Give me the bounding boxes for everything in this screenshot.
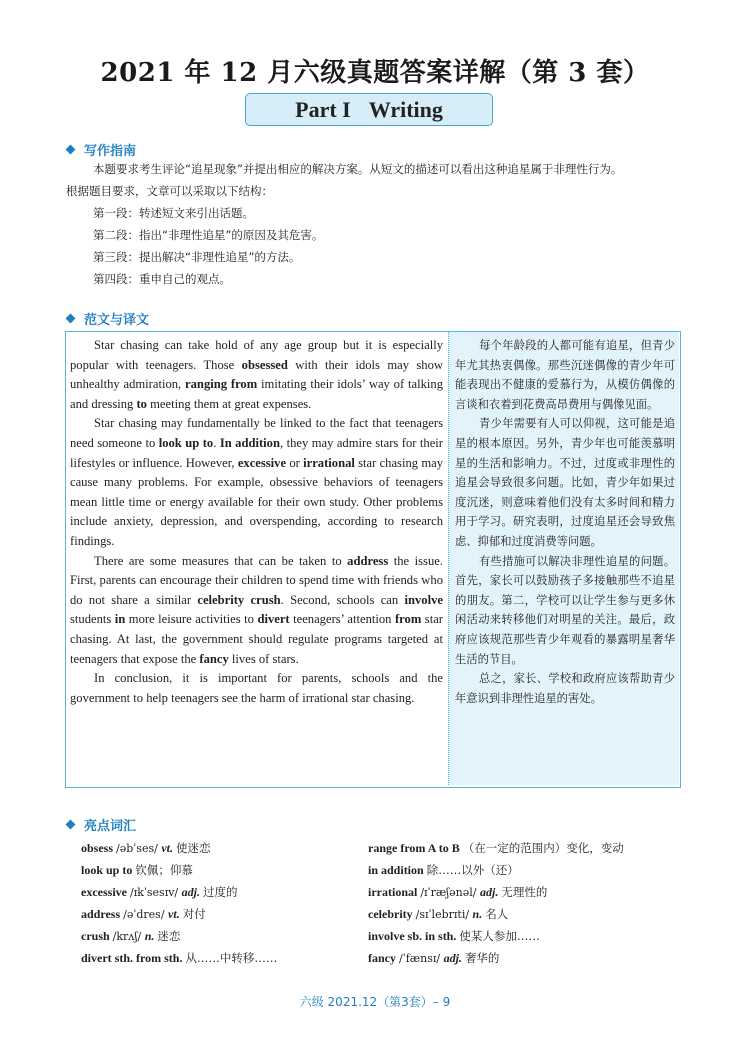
highlight-phrase: divert [257, 612, 290, 627]
essay-text: . [213, 435, 220, 450]
vocab-phon: /sɪˈlebrɪti/ [415, 908, 473, 921]
vocab-word: in addition [368, 863, 427, 877]
vocab-meaning: （在一定的范围内）变化，变动 [462, 841, 624, 855]
translation-paragraph: 每个年龄段的人都可能有追星，但青少年尤其热衷偶像。那些沉迷偶像的青少年可能表现出不健康的爱慕行为，从模仿偶像的言谈和衣着到花费高昂费用与偶像见面。 [455, 339, 675, 411]
vocab-meaning: 使某人参加…… [459, 929, 540, 943]
vocab-phon: /ˈfænsɪ/ [399, 952, 444, 965]
vocab-pos: adj. [181, 885, 203, 899]
vocab-item [81, 950, 277, 966]
highlight-phrase: In addition [219, 435, 280, 450]
vocab-item [81, 928, 180, 944]
highlight-phrase: excessive [237, 455, 287, 470]
part-name: Writing [368, 97, 443, 122]
essay-paragraph [70, 552, 443, 670]
essay-english [70, 336, 443, 708]
vocab-item [368, 862, 519, 878]
vocab-pos: n. [472, 907, 486, 921]
highlight-phrase: fancy [199, 651, 229, 666]
vocab-item [81, 840, 210, 856]
vocab-word: celebrity [368, 907, 416, 921]
essay-text: teenagers’ attention [289, 612, 395, 627]
essay-text: star chasing may cause many problems. For example, obsessive behaviors of teenagers mean little time or energy available for their own study. Other problems include anxiety, depression, and overspending, according to research findings. [70, 455, 443, 548]
highlight-phrase: involve [404, 592, 443, 607]
essay-text: students [70, 612, 115, 627]
highlight-phrase: celebrity crush [197, 592, 281, 607]
highlight-phrase: to [136, 396, 147, 411]
page-title: 2021 年 12 月六级真题答案详解（第 3 套） [100, 58, 650, 88]
essay-text: , they may admire stars for their lifestyles or influence. However, [70, 435, 444, 470]
vocab-pos: n. [144, 929, 158, 943]
highlight-phrase: in [114, 612, 126, 627]
vocab-item [368, 928, 540, 944]
guide-line: 本题要求考生评论“追星现象”并提出相应的解决方案。从短文的描述可以看出这种追星属于非理性行为。 [93, 162, 623, 176]
essay-text: There are some measures that can be taken to [94, 553, 348, 568]
vocab-word: involve sb. in sth. [368, 929, 460, 943]
vocab-word: look up to [81, 863, 136, 877]
vocab-meaning: 使迷恋 [175, 841, 211, 855]
diamond-bullet-icon [66, 820, 76, 830]
guide-line: 第四段：重申自己的观点。 [93, 272, 231, 286]
vocab-word: divert sth. from sth. [81, 951, 186, 965]
vocab-phon: /ɪkˈsesɪv/ [129, 886, 182, 899]
vocab-meaning: 除……以外（还） [426, 863, 519, 877]
vocab-word: address [81, 907, 124, 921]
essay-text: lives of stars. [228, 651, 299, 666]
essay-paragraph [70, 414, 443, 551]
vocab-meaning: 过度的 [202, 885, 238, 899]
guide-line: 根据题目要求，文章可以采取以下结构： [66, 184, 273, 198]
section-heading-guide: 写作指南 [67, 140, 136, 159]
vocab-item [368, 840, 624, 856]
vocab-phon: /əˈdres/ [123, 908, 169, 921]
essay-chinese [448, 332, 679, 785]
essay-paragraph [70, 669, 443, 708]
vocab-phon: /krʌʃ/ [112, 930, 145, 943]
vocab-meaning: 对付 [182, 907, 206, 921]
vocab-item [368, 884, 547, 900]
vocab-word: crush [81, 929, 113, 943]
part-label: Part I [295, 97, 351, 122]
highlight-phrase: address [347, 553, 389, 568]
highlight-phrase: look up to [158, 435, 214, 450]
vocab-word: irrational [368, 885, 421, 899]
highlight-phrase: obsessed [241, 357, 288, 372]
essay-text: star chasing. At last, the government should regulate programs targeted at teenagers that expose the [70, 612, 443, 666]
vocab-meaning: 奢华的 [464, 951, 500, 965]
vocab-word: fancy [368, 951, 399, 965]
vocab-pos: adj. [443, 951, 465, 965]
vocab-word: range from A to B [368, 841, 463, 855]
vocab-meaning: 无理性的 [501, 885, 548, 899]
essay-text: or [286, 455, 304, 470]
guide-line: 第二段：指出“非理性追星”的原因及其危害。 [93, 228, 324, 242]
vocab-meaning: 从……中转移…… [185, 951, 278, 965]
vocab-item [368, 950, 499, 966]
essay-text: Star chasing can take hold of any age group but it is especially popular with teenagers. Those [70, 338, 443, 372]
vocab-item [81, 884, 237, 900]
essay-text: the issue. First, parents can encourage their children to spend time with friends who do not share a similar [70, 553, 443, 607]
translation-paragraph: 青少年需要有人可以仰视，这可能是追星的根本原因。另外，青少年也可能羡慕明星的生活和影响力。不过，过度或非理性的追星会导致很多问题。比如，青少年如果过度沉迷，则意味着他们没有太多时间和精力用于学习。研究表明，过度追星还会导致焦虑、抑郁和过度消费等问题。 [455, 417, 675, 548]
essay-text: . Second, schools can [280, 592, 405, 607]
diamond-bullet-icon [66, 314, 76, 324]
essay-text: more leisure activities to [125, 612, 258, 627]
vocab-meaning: 钦佩；仰慕 [135, 863, 193, 877]
vocab-phon: /ɪˈræʃənəl/ [420, 886, 480, 899]
section-heading-vocab: 亮点词汇 [67, 815, 136, 834]
page-footer: 六级 2021.12（第3套）– 9 [299, 995, 451, 1009]
vocab-meaning: 名人 [485, 907, 509, 921]
essay-text: In conclusion, it is important for parents, schools and the government to help teenagers see the harm of irrational star chasing. [70, 671, 443, 705]
translation-paragraph: 有些措施可以解决非理性追星的问题。首先，家长可以鼓励孩子多接触那些不追星的朋友。第二，学校可以让学生参与更多休闲活动来转移他们对明星的关注。最后，政府应该规范那些青少年观看的暴露明星奢华生活的节目。 [455, 554, 675, 666]
essay-text: with their idols may show unhealthy admiration, [70, 357, 443, 392]
part-banner [245, 93, 493, 126]
vocab-item [368, 906, 508, 922]
vocab-phon: /əbˈses/ [116, 842, 162, 855]
translation-paragraph: 总之，家长、学校和政府应该帮助青少年意识到非理性追星的害处。 [455, 672, 675, 705]
highlight-phrase: irrational [303, 455, 355, 470]
vocab-word: excessive [81, 885, 130, 899]
diamond-bullet-icon [66, 145, 76, 155]
guide-line: 第一段：转述短文来引出话题。 [93, 206, 254, 220]
vocab-meaning: 迷恋 [157, 929, 181, 943]
highlight-phrase: from [394, 612, 422, 627]
vocab-pos: vt. [168, 907, 183, 921]
section-heading-essay: 范文与译文 [67, 309, 149, 328]
essay-text: meeting them at great expenses. [146, 396, 312, 411]
essay-text: imitating their idols’ way of talking and dressing [70, 377, 443, 411]
vocab-word: obsess [81, 841, 117, 855]
vocab-item [81, 862, 193, 878]
vocab-pos: vt. [161, 841, 176, 855]
highlight-phrase: ranging from [185, 377, 258, 392]
vocab-pos: adj. [480, 885, 502, 899]
essay-paragraph [70, 336, 443, 414]
guide-line: 第三段：提出解决“非理性追星”的方法。 [93, 250, 301, 264]
essay-text: Star chasing may fundamentally be linked to the fact that teenagers need someone to [70, 416, 443, 450]
vocab-item [81, 906, 206, 922]
